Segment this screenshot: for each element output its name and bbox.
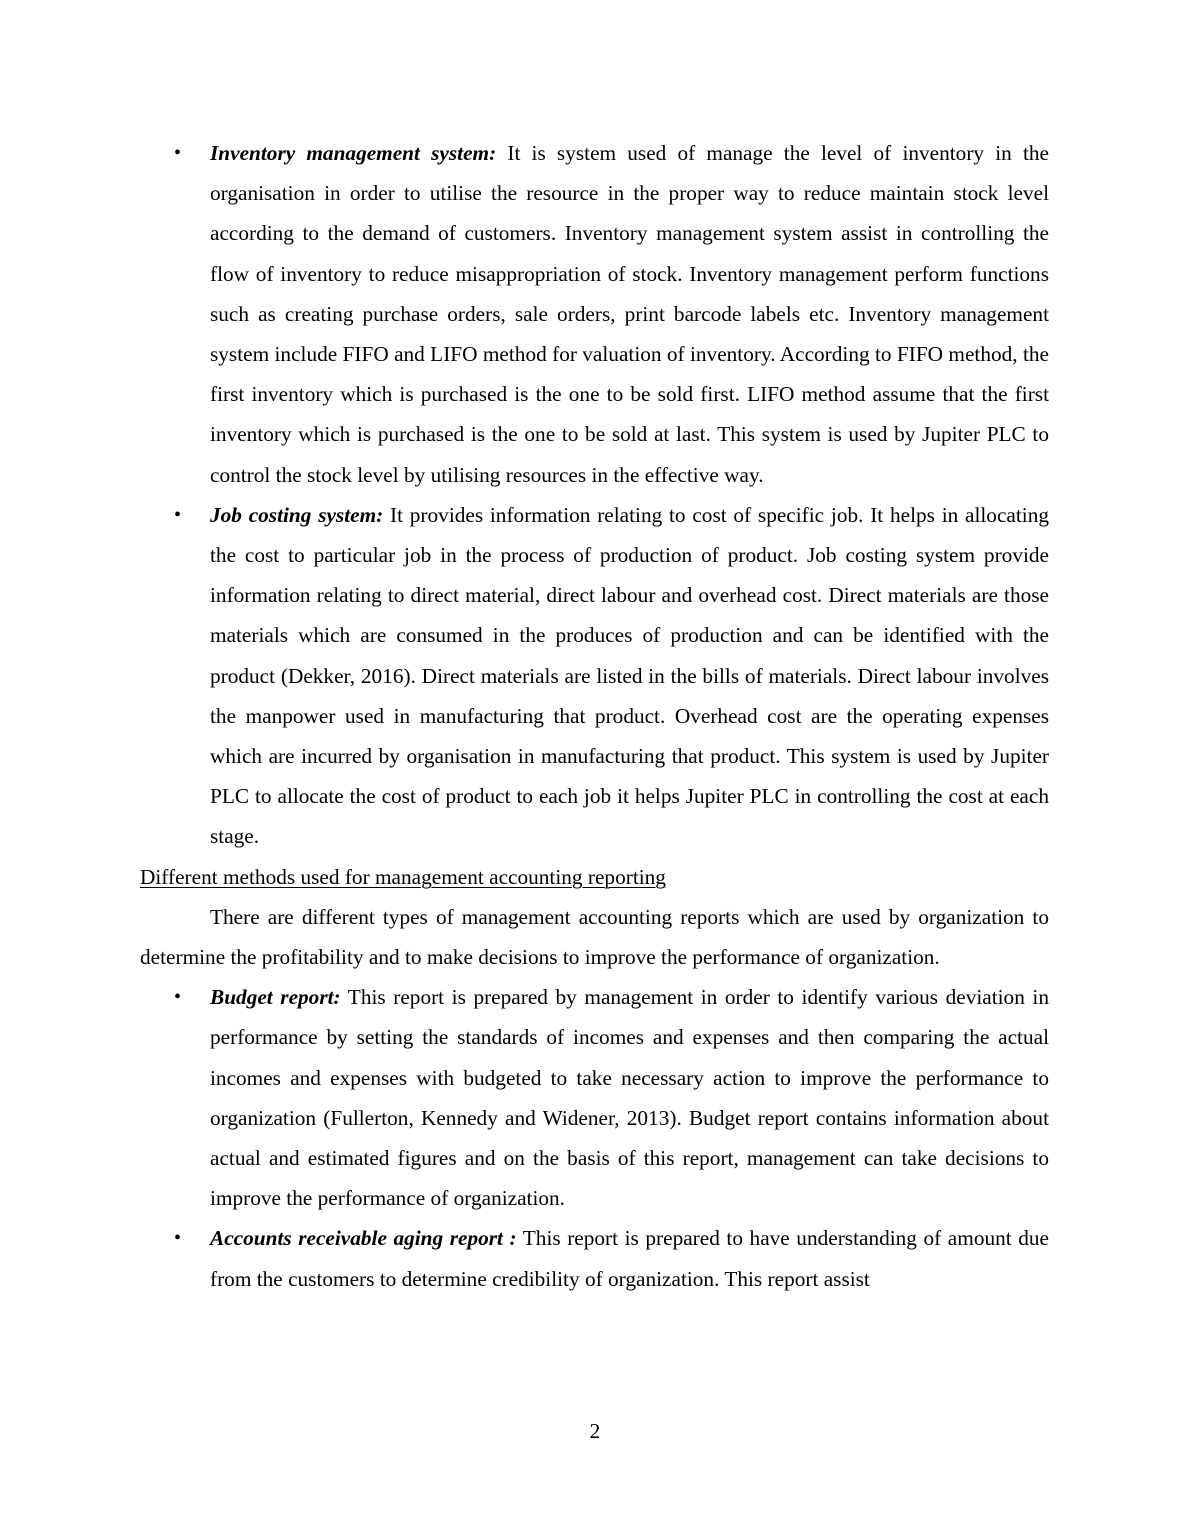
section-heading: Different methods used for management accounting reporting [140, 864, 666, 889]
item-description: This report is prepared by management in order to identify various deviation in performance by setting the standards of incomes and expenses and then comparing the actual incomes and expenses with budgeted to take necessary action to improve the performance to organization (Fullerton, Kennedy and Widener, 2013). Budget report contains information about actual and estimated figures and on the basis of this report, management can take decisions to improve the performance of organization. [210, 985, 1049, 1211]
term-label: Budget report: [210, 985, 341, 1010]
bullet-icon: • [174, 986, 182, 1009]
list-item-accounts-receivable-aging-report [140, 1218, 1049, 1298]
bullet-icon: • [174, 1227, 182, 1250]
bullet-icon: • [174, 142, 182, 164]
item-description: It provides information relating to cost of specific job. It helps in allocating the cost to particular job in the process of production of product. Job costing system provide information relating to direct material, direct labour and overhead cost. Direct materials are those materials which are consumed in the produces of production and can be identified with the product (Dekker, 2016). Direct materials are listed in the bills of materials. Direct labour involves the manpower used in manufacturing that product. Overhead cost are the operating expenses which are incurred by organisation in manufacturing that product. This system is used by Jupiter PLC to allocate the cost of product to each job it helps Jupiter PLC in controlling the cost at each stage. [210, 502, 1049, 849]
term-label: Inventory management system: [210, 141, 497, 165]
term-label: Job costing system: [210, 502, 384, 527]
list-item-budget-report [140, 977, 1049, 1218]
list-item-inventory-management-system [140, 133, 1049, 495]
bullet-icon: • [174, 503, 182, 526]
page-content [140, 133, 1049, 1299]
term-label: Accounts receivable aging report : [210, 1226, 517, 1251]
list-item-job-costing-system [140, 495, 1049, 857]
item-description: It is system used of manage the level of inventory in the organisation in order to utilise the resource in the proper way to reduce maintain stock level according to the demand of customers. Inventory management system assist in controlling the flow of inventory to reduce misappropriation of stock. Inventory management perform functions such as creating purchase orders, sale orders, print barcode labels etc. Inventory management system include FIFO and LIFO method for valuation of inventory. According to FIFO method, the first inventory which is purchased is the one to be sold first. LIFO method assume that the first inventory which is purchased is the one to be sold at last. This system is used by Jupiter PLC to control the stock level by utilising resources in the effective way. [210, 141, 1049, 487]
intro-paragraph: There are different types of management accounting reports which are used by organization to determine the profitability and to make decisions to improve the performance of organization. [140, 904, 1049, 970]
page-number: 2 [589, 1419, 601, 1443]
item-description: This report is prepared to have understanding of amount due from the customers to determine credibility of organization. This report assist [210, 1226, 1049, 1291]
